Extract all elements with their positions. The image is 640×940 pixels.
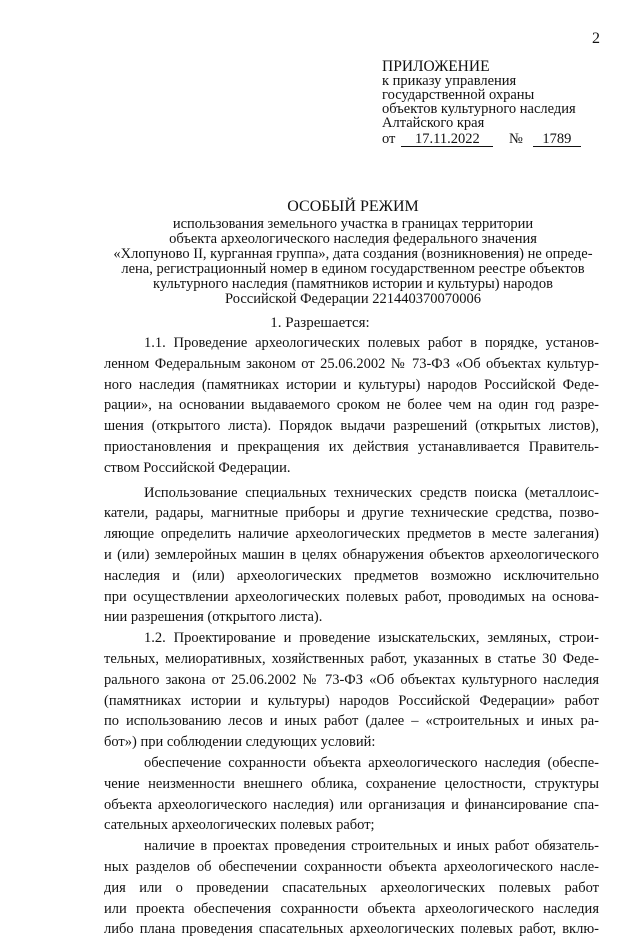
title-line: Российской Федерации 221440370070006 xyxy=(225,291,481,307)
body-line: при осуществлении археологических полевых работ, проводимых на основа- xyxy=(104,588,599,605)
body-line: нии разрешения (открытого листа). xyxy=(104,609,323,626)
body-line: по использованию лесов и иных работ (далее – «строительных и иных ра- xyxy=(104,713,599,730)
body-line: ленном Федеральным законом от 25.06.2002 № 73-ФЗ «Об объектах культур- xyxy=(104,355,599,372)
body-line: 1.1. Проведение археологических полевых работ в порядке, установ- xyxy=(144,335,599,351)
document-title: ОСОБЫЙ РЕЖИМ xyxy=(287,198,419,215)
appendix-line: объектов культурного наследия xyxy=(382,101,576,117)
body-line: рального закона от 25.06.2002 № 73-ФЗ «Об объектах культурного наследия xyxy=(104,671,599,688)
document-body xyxy=(104,333,599,940)
body-line: и (или) землеройных машин в целях обнаружения объектов археологического xyxy=(104,546,599,563)
appendix-line: государственной охраны xyxy=(382,87,535,103)
body-line: либо плана проведения спасательных археологических полевых работ, вклю- xyxy=(104,921,599,938)
body-line: рации», на основании выдаваемого сроком не более чем на один год разре- xyxy=(104,397,599,414)
body-line: дия или о проведении спасательных археологических полевых работ xyxy=(104,879,599,896)
body-line: или проекта обеспечения сохранности объекта археологического наследия xyxy=(104,900,599,917)
body-line: обеспечение сохранности объекта археологического наследия (обеспе- xyxy=(144,754,599,771)
title-line: использования земельного участка в границах территории xyxy=(172,216,534,232)
body-line: 1.2. Проектирование и проведение изыскательских, земляных, строи- xyxy=(144,630,599,647)
body-line: ством Российской Федерации. xyxy=(104,459,291,476)
title-line: «Хлопуново II, курганная группа», дата создания (возникновения) не опреде- xyxy=(113,246,593,262)
order-date-row xyxy=(382,132,581,147)
body-line: (памятниках истории и культуры) народов Российской Федерации» работ xyxy=(104,692,599,709)
appendix-block xyxy=(382,60,581,147)
appendix-line: к приказу управления xyxy=(382,73,517,89)
body-line: наличие в проектах проведения строительных и иных работ обязатель- xyxy=(144,838,599,855)
number-sign: № xyxy=(509,131,523,147)
body-line: Использование специальных технических средств поиска (металлоис- xyxy=(144,484,599,501)
body-line: бот») при соблюдении следующих условий: xyxy=(104,734,376,751)
body-line: ляющие определить наличие археологических предметов в месте залегания) xyxy=(104,526,599,543)
section-heading: 1. Разрешается: xyxy=(270,315,370,331)
body-line: ного наследия (памятниках истории и культуры) народов Российской Феде- xyxy=(104,376,599,393)
date-prefix: от xyxy=(382,131,396,147)
body-line: сательных археологических полевых работ; xyxy=(104,817,375,834)
body-line: приостановления и прекращения их действия устанавливается Правитель- xyxy=(104,438,599,455)
body-line: чение неизменности внешнего облика, сохранение целостности, структуры xyxy=(104,775,599,792)
order-date: 17.11.2022 xyxy=(401,132,493,147)
body-line: объекта археологического наследия) или организация и финансирование спа- xyxy=(104,796,599,813)
page-number: 2 xyxy=(592,30,600,47)
appendix-heading: ПРИЛОЖЕНИЕ xyxy=(382,58,490,75)
body-line: тельных, мелиоративных, хозяйственных работ, указанных в статье 30 Феде- xyxy=(104,650,599,667)
body-line: наследия и (или) археологических предметов возможно исключительно xyxy=(104,567,599,584)
title-line: культурного наследия (памятников истории и культуры) народов xyxy=(153,276,553,292)
title-line: лена, регистрационный номер в едином государственном реестре объектов xyxy=(121,261,585,277)
body-line: ных разделов об обеспечении сохранности объекта археологического насле- xyxy=(104,858,599,875)
title-line: объекта археологического наследия федерального значения xyxy=(169,231,537,247)
body-line: катели, радары, магнитные приборы и другие технические средства, позво- xyxy=(104,505,599,522)
body-line: шения (открытого листа). Порядок выдачи разрешений (открытых листов), xyxy=(104,418,599,435)
appendix-line: Алтайского края xyxy=(382,115,485,131)
order-number: 1789 xyxy=(533,132,581,147)
document-title-block xyxy=(88,199,618,307)
